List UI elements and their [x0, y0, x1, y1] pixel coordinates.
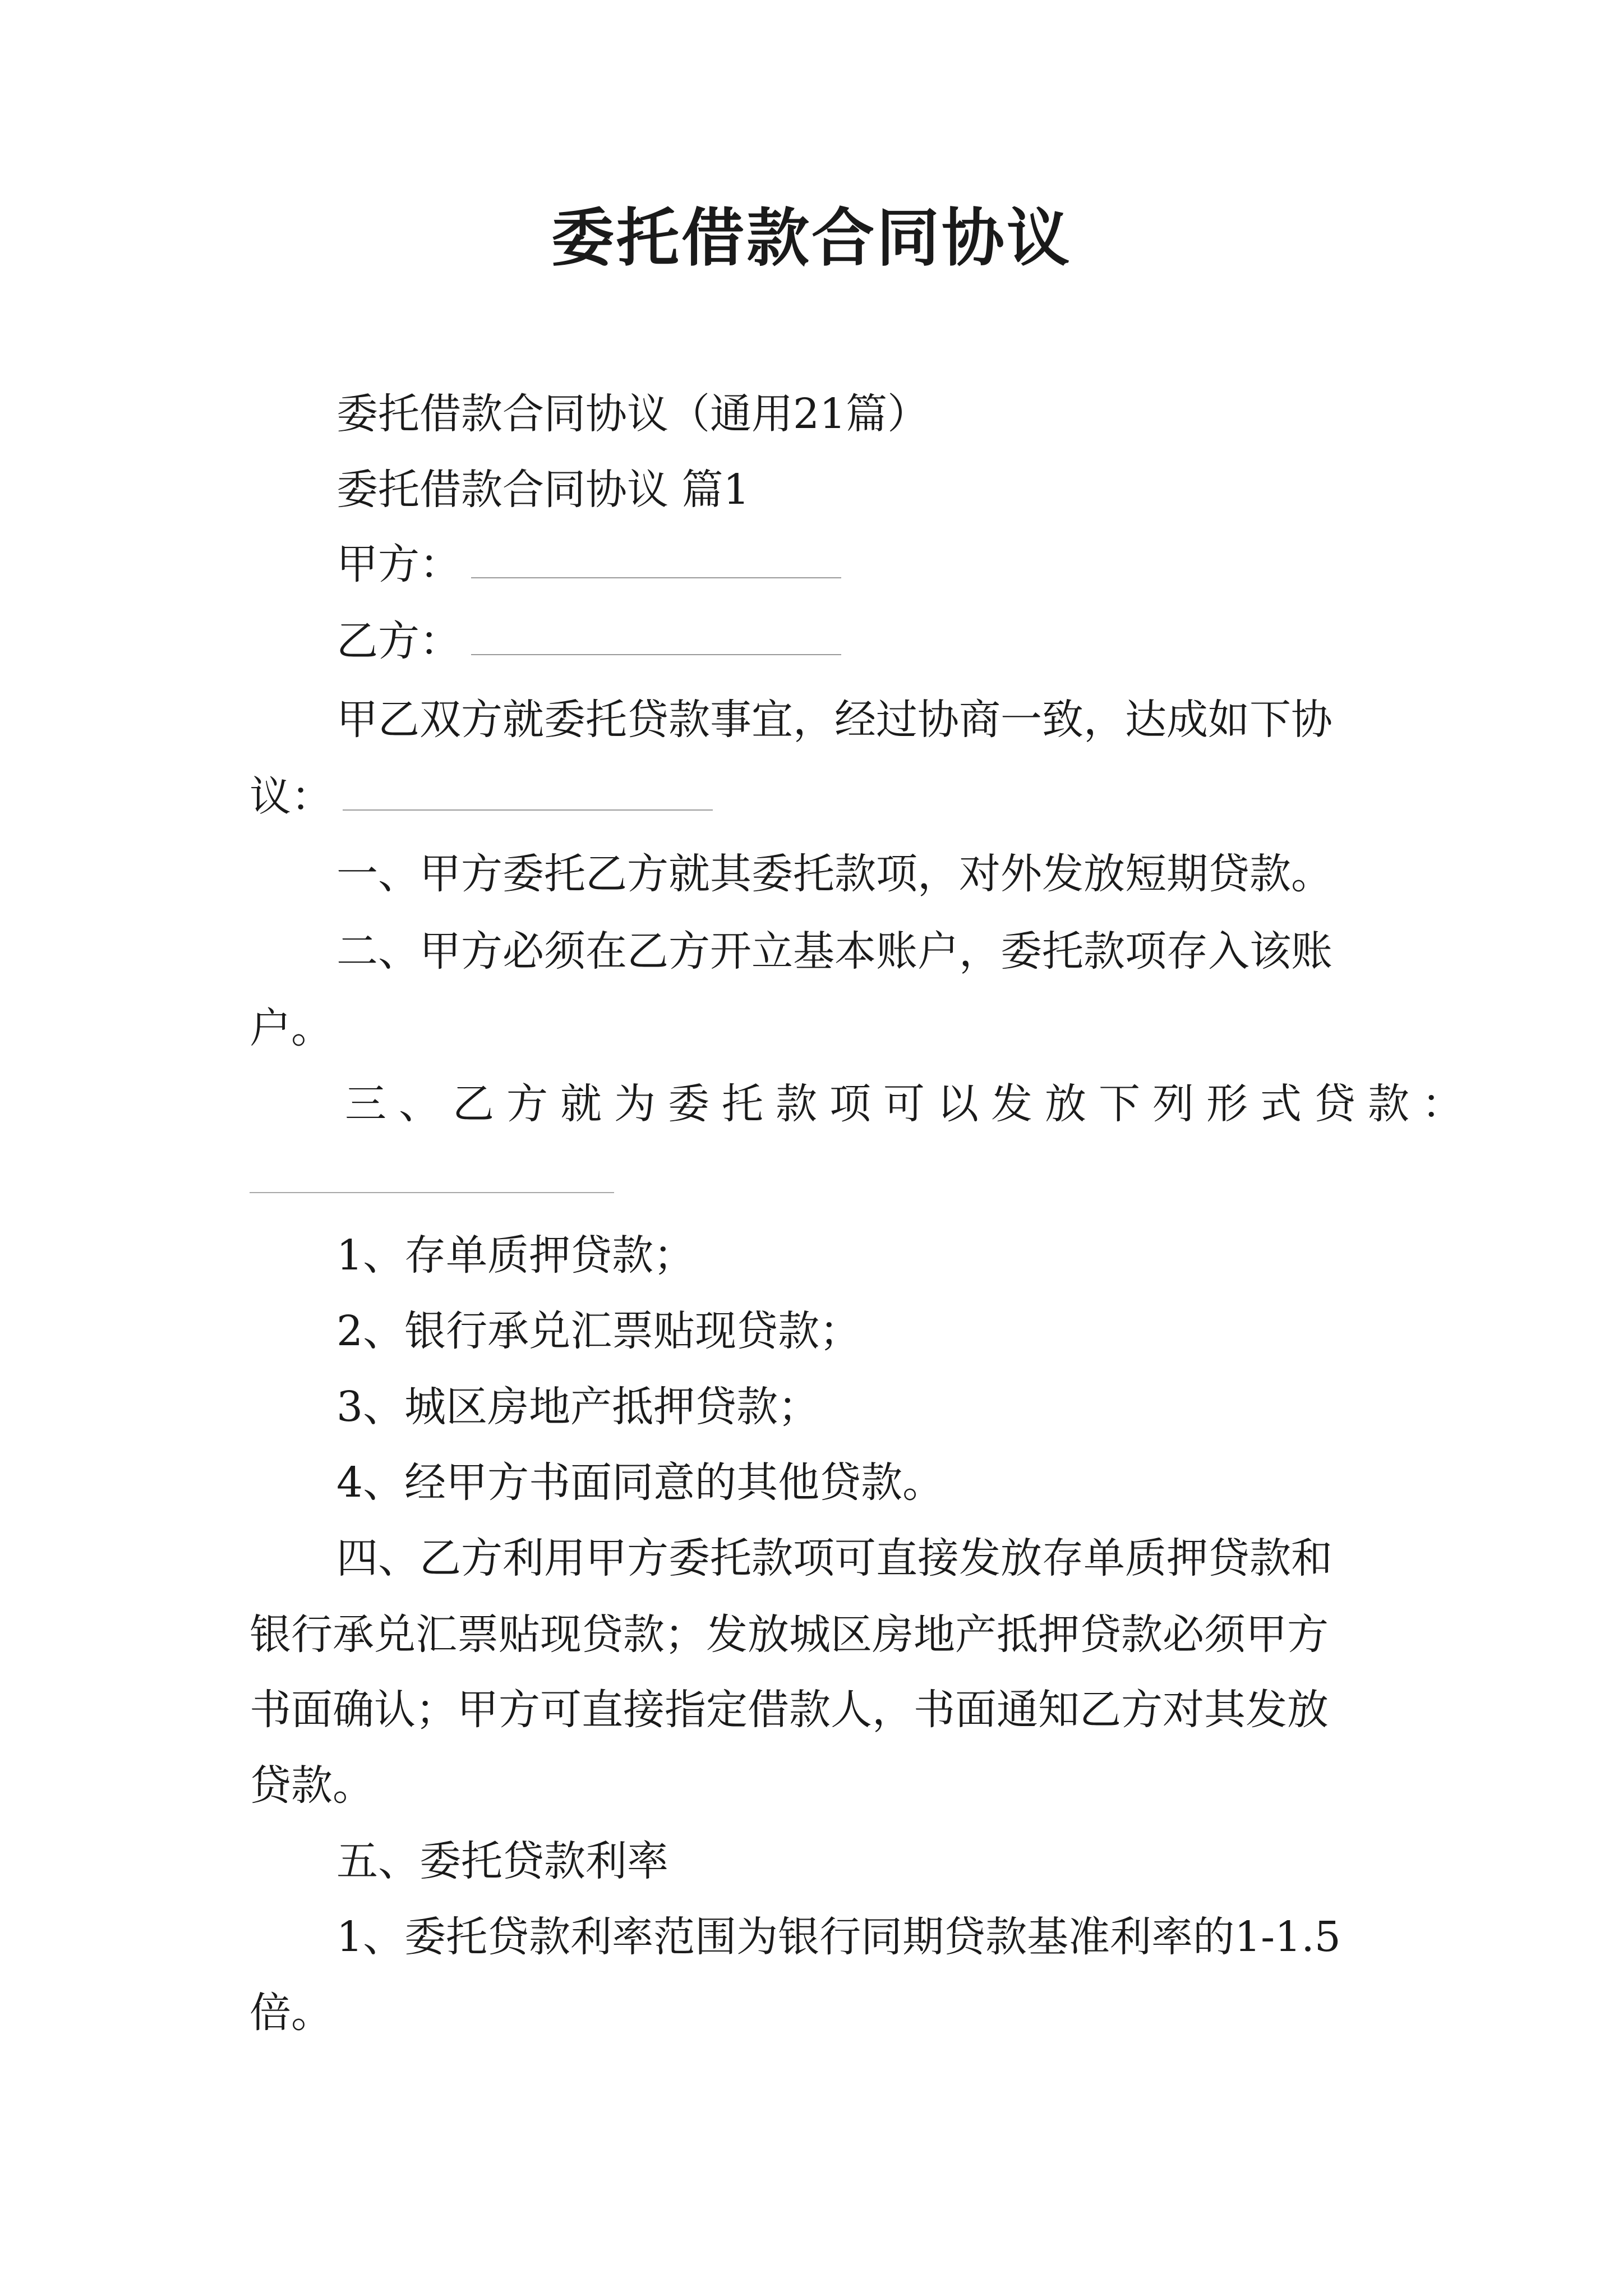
list-item: 3、城区房地产抵押贷款； [336, 1383, 820, 1431]
paragraph-line [250, 770, 713, 823]
clause-4-cont: 银行承兑汇票贴现贷款；发放城区房地产抵押贷款必须甲方 [250, 1611, 1329, 1659]
party-a-label: 甲方： [336, 540, 461, 588]
list-item: 1、存单质押贷款； [336, 1231, 695, 1280]
document-title: 委托借款合同协议 [551, 201, 1072, 275]
clause-5-item: 1、委托贷款利率范围为银行同期贷款基准利率的1-1.5 [336, 1913, 1341, 1961]
party-b-line [336, 614, 841, 668]
party-b-blank [471, 652, 841, 655]
party-a-line [336, 537, 841, 591]
section-heading: 委托借款合同协议 篇1 [336, 466, 750, 514]
party-b-label: 乙方： [336, 617, 461, 665]
list-item: 4、经甲方书面同意的其他贷款。 [336, 1458, 944, 1507]
party-a-blank [471, 575, 841, 578]
subtitle-line: 委托借款合同协议（通用21篇） [336, 390, 929, 438]
clause-4-cont: 书面确认；甲方可直接指定借款人，书面通知乙方对其发放 [250, 1686, 1329, 1734]
clause-5-item-cont: 倍。 [250, 1989, 333, 2037]
agreement-blank [343, 807, 713, 811]
agreement-label: 议： [250, 772, 333, 821]
clause-4-cont: 贷款。 [250, 1761, 374, 1810]
clause-4: 四、乙方利用甲方委托款项可直接发放存单质押贷款和 [336, 1534, 1332, 1582]
clause-3-blank [250, 1192, 614, 1193]
clause-2-cont: 户。 [250, 1004, 333, 1052]
paragraph-line: 甲乙双方就委托贷款事宜，经过协商一致，达成如下协 [336, 696, 1332, 744]
list-item: 2、银行承兑汇票贴现贷款； [336, 1307, 861, 1355]
clause-3: 三、乙方就为委托款项可以发放下列形式贷款： [345, 1080, 1476, 1128]
clause-2: 二、甲方必须在乙方开立基本账户，委托款项存入该账 [336, 927, 1332, 976]
clause-1: 一、甲方委托乙方就其委托款项，对外发放短期贷款。 [336, 850, 1332, 898]
clause-5-heading: 五、委托贷款利率 [336, 1837, 668, 1885]
